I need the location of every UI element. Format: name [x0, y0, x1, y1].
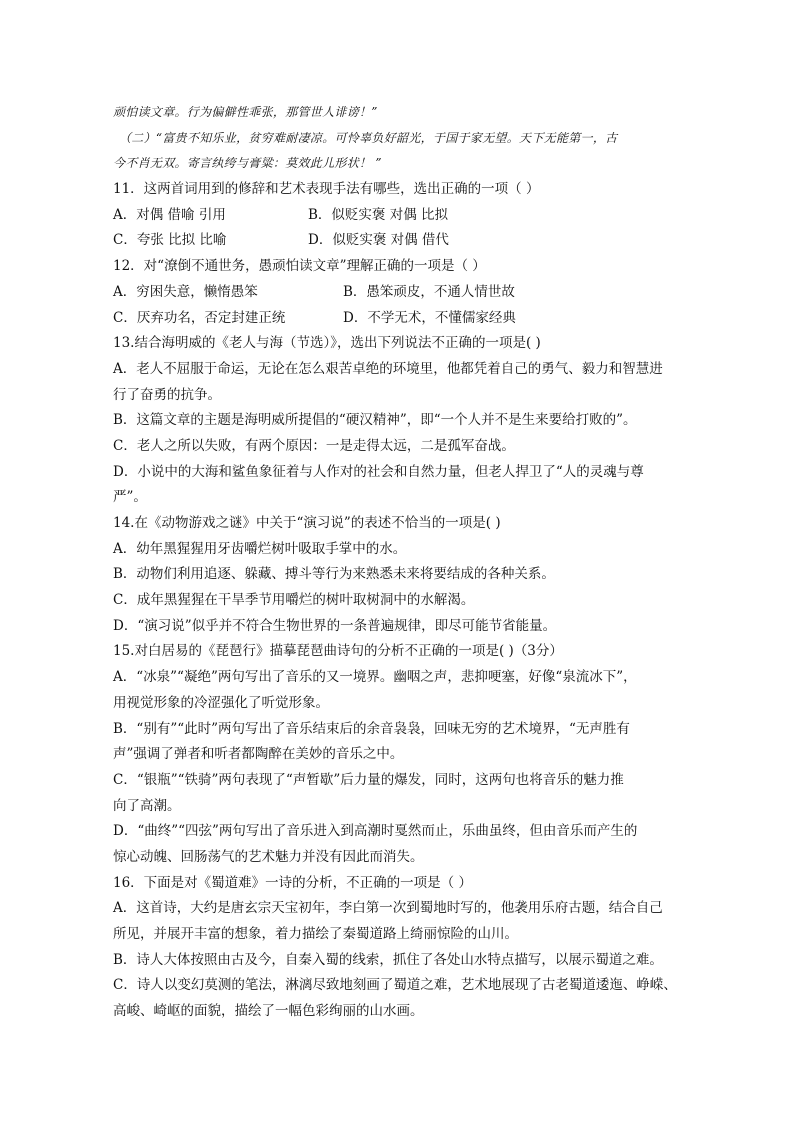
option-c: C．“银瓶”“铁骑”两句表现了“声暂歇”后力量的爆发，同时，这两句也将音乐的魅力推: [113, 771, 624, 788]
option-d: D．小说中的大海和鲨鱼象征着与人作对的社会和自然力量，但老人捍卫了“人的灵魂与尊: [113, 463, 644, 480]
option-c-continued: 高峻、崎岖的面貌，描绘了一幅色彩绚丽的山水画。: [113, 1003, 424, 1020]
option-a: A．穷困失意，懒惰愚笨: [113, 283, 258, 300]
option-c: C．厌弃功名，否定封建正统: [113, 309, 286, 326]
option-d-continued: 惊心动魄、回肠荡气的艺术魅力并没有因此而消失。: [113, 848, 424, 865]
option-c-continued: 向了高潮。: [113, 797, 181, 814]
option-d: D．“曲终”“四弦”两句写出了音乐进入到高潮时戛然而止，乐曲虽终，但由音乐而产生的: [113, 823, 638, 840]
question-12-options-row-2: [113, 306, 685, 332]
option-d: D．“演习说”似乎并不符合生物世界的一条普遍规律，即尽可能节省能量。: [113, 617, 557, 634]
poem-line: （二）“富贵不知乐业，贫穷难耐凄凉。可怜辜负好韶光，于国于家无望。天下无能第一，古: [119, 130, 618, 145]
option-a: A．“冰泉”“凝绝”两句写出了音乐的又一境界。幽咽之声，悲抑哽塞，好像“泉流冰下”，: [113, 669, 637, 686]
question-11-options-row-1: [113, 203, 685, 229]
question-11-options-row-2: [113, 228, 685, 254]
option-c: C．老人之所以失败，有两个原因：一是走得太远，二是孤军奋战。: [113, 437, 515, 454]
question-13-stem: 13.结合海明威的《老人与海（节选）》，选出下列说法不正确的一项是( ): [113, 335, 541, 352]
option-c: C．诗人以变幻莫测的笔法，淋漓尽致地刻画了蜀道之难，艺术地展现了古老蜀道逶迤、峥嵘、: [113, 977, 677, 994]
poem-line: 顽怕读文章。行为偏僻性乖张，那管世人诽谤！”: [113, 105, 378, 119]
option-c: C．夸张 比拟 比喻: [113, 232, 227, 249]
option-d-continued: 严”。: [113, 489, 147, 506]
option-a: A．对偶 借喻 引用: [113, 206, 226, 223]
option-b: B．这篇文章的主题是海明威所提倡的“硬汉精神”，即“一个人并不是生来要给打败的”。: [113, 412, 637, 429]
question-15-stem: 15.对白居易的《琵琶行》描摹琵琶曲诗句的分析不正确的一项是( )（3分）: [113, 643, 563, 660]
option-a: A．幼年黑猩猩用牙齿嚼烂树叶吸取手掌中的水。: [113, 540, 407, 557]
question-12-options-row-1: [113, 280, 685, 306]
option-a: A．老人不屈服于命运，无论在怎么艰苦卓绝的环境里，他都凭着自己的勇气、毅力和智慧进: [113, 360, 663, 377]
option-a: A．这首诗，大约是唐玄宗天宝初年，李白第一次到蜀地时写的，他袭用乐府古题，结合自己: [113, 900, 663, 917]
option-b: B．“别有”“此时”两句写出了音乐结束后的余音袅袅，回味无穷的艺术境界，“无声胜有: [113, 720, 630, 737]
question-12-stem: 12．对“潦倒不通世务，愚顽怕读文章”理解正确的一项是（ ）: [113, 258, 486, 275]
option-b: B．愚笨顽皮，不通人情世故: [343, 283, 515, 300]
question-16-stem: 16．下面是对《蜀道难》一诗的分析，不正确的一项是（ ）: [113, 874, 472, 891]
option-a-continued: 用视觉形象的冷涩强化了听觉形象。: [113, 694, 329, 711]
question-11-stem: 11．这两首词用到的修辞和艺术表现手法有哪些，选出正确的一项（ ）: [113, 181, 540, 198]
option-a-continued: 行了奋勇的抗争。: [113, 386, 221, 403]
option-b: B．诗人大体按照由古及今，自秦入蜀的线索，抓住了各处山水特点描写，以展示蜀道之难。: [113, 951, 663, 968]
option-b-continued: 声”强调了弹者和听者都陶醉在美妙的音乐之中。: [113, 746, 404, 763]
page-content: [113, 100, 685, 1025]
option-b: B．动物们利用追逐、躲藏、搏斗等行为来熟悉未来将要结成的各种关系。: [113, 566, 555, 583]
option-b: B．似贬实褒 对偶 比拟: [308, 206, 449, 223]
poem-line: 今不肖无双。寄言纨绔与膏粱：莫效此儿形状！ ”: [113, 156, 382, 171]
option-d: D．不学无术，不懂儒家经典: [343, 309, 516, 326]
question-14-stem: 14.在《动物游戏之谜》中关于“演习说”的表述不恰当的一项是( ): [113, 515, 501, 531]
option-a-continued: 所见，并展开丰富的想象，着力描绘了秦蜀道路上绮丽惊险的山川。: [113, 926, 518, 942]
option-c: C．成年黑猩猩在干旱季节用嚼烂的树叶取树洞中的水解渴。: [113, 592, 475, 609]
option-d: D．似贬实褒 对偶 借代: [308, 232, 449, 249]
